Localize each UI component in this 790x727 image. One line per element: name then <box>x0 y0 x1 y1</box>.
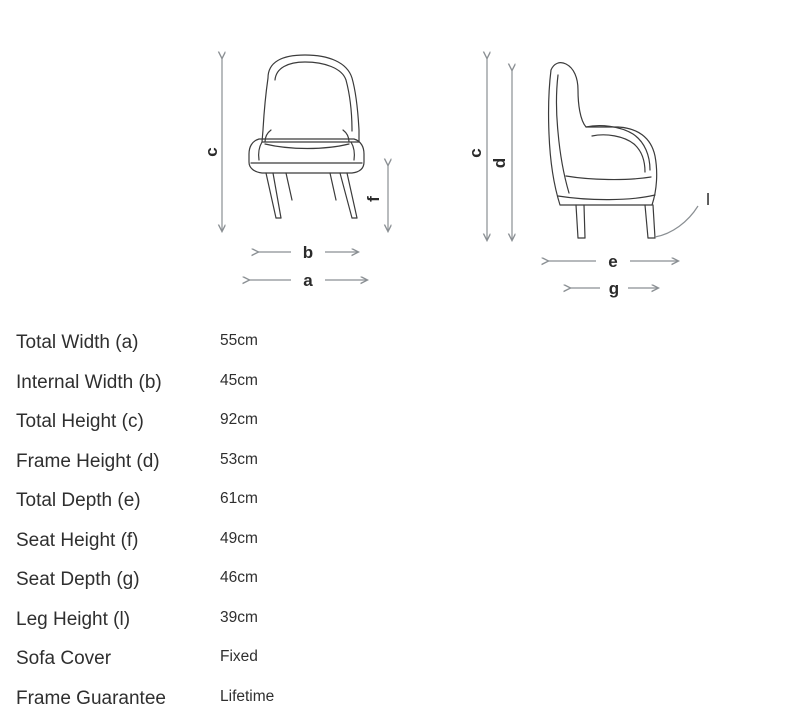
label-a-front: a <box>303 271 313 290</box>
table-row <box>16 490 436 530</box>
label-b-front: b <box>303 243 313 262</box>
label-l-side: l <box>706 190 710 209</box>
dimension-arrow-d-side <box>490 70 512 240</box>
spec-value: 46cm <box>220 569 258 587</box>
spec-label: Total Height (c) <box>16 411 144 433</box>
table-row <box>16 530 436 570</box>
dimension-arrow-e-side <box>548 252 678 271</box>
spec-value: 61cm <box>220 490 258 508</box>
label-f-front: f <box>364 196 383 202</box>
spec-value: 45cm <box>220 372 258 390</box>
spec-label: Sofa Cover <box>16 648 111 670</box>
table-row <box>16 332 436 372</box>
spec-label: Frame Guarantee <box>16 688 166 710</box>
spec-label: Seat Depth (g) <box>16 569 140 591</box>
table-row <box>16 688 436 727</box>
label-c-side: c <box>466 148 485 157</box>
dimension-arrow-g-side <box>570 279 658 298</box>
spec-value: 92cm <box>220 411 258 429</box>
label-e-side: e <box>608 252 617 271</box>
spec-label: Internal Width (b) <box>16 372 162 394</box>
table-row <box>16 372 436 412</box>
label-d-side: d <box>490 158 509 168</box>
dimension-arrow-c-side <box>466 58 487 240</box>
spec-label: Seat Height (f) <box>16 530 139 552</box>
specification-table <box>16 332 436 727</box>
spec-label: Total Width (a) <box>16 332 138 354</box>
table-row <box>16 411 436 451</box>
front-view-chair <box>249 55 364 218</box>
dimension-arrow-f-front <box>364 165 388 231</box>
label-c-front: c <box>202 147 221 156</box>
spec-value: 39cm <box>220 609 258 627</box>
dimension-arrow-b-front <box>258 243 358 262</box>
spec-value: Lifetime <box>220 688 274 706</box>
chair-dimension-diagram <box>0 0 790 310</box>
table-row <box>16 609 436 649</box>
dimension-arrow-a-front <box>249 271 367 290</box>
spec-value: 53cm <box>220 451 258 469</box>
table-row <box>16 451 436 491</box>
spec-value: 55cm <box>220 332 258 350</box>
spec-label: Total Depth (e) <box>16 490 141 512</box>
dimension-leader-l-side <box>655 190 710 237</box>
table-row <box>16 569 436 609</box>
spec-value: 49cm <box>220 530 258 548</box>
spec-label: Frame Height (d) <box>16 451 160 473</box>
label-g-side: g <box>609 279 619 298</box>
spec-label: Leg Height (l) <box>16 609 130 631</box>
side-view-chair <box>549 63 657 238</box>
table-row <box>16 648 436 688</box>
spec-value: Fixed <box>220 648 258 666</box>
dimension-arrow-c-front <box>202 58 222 231</box>
